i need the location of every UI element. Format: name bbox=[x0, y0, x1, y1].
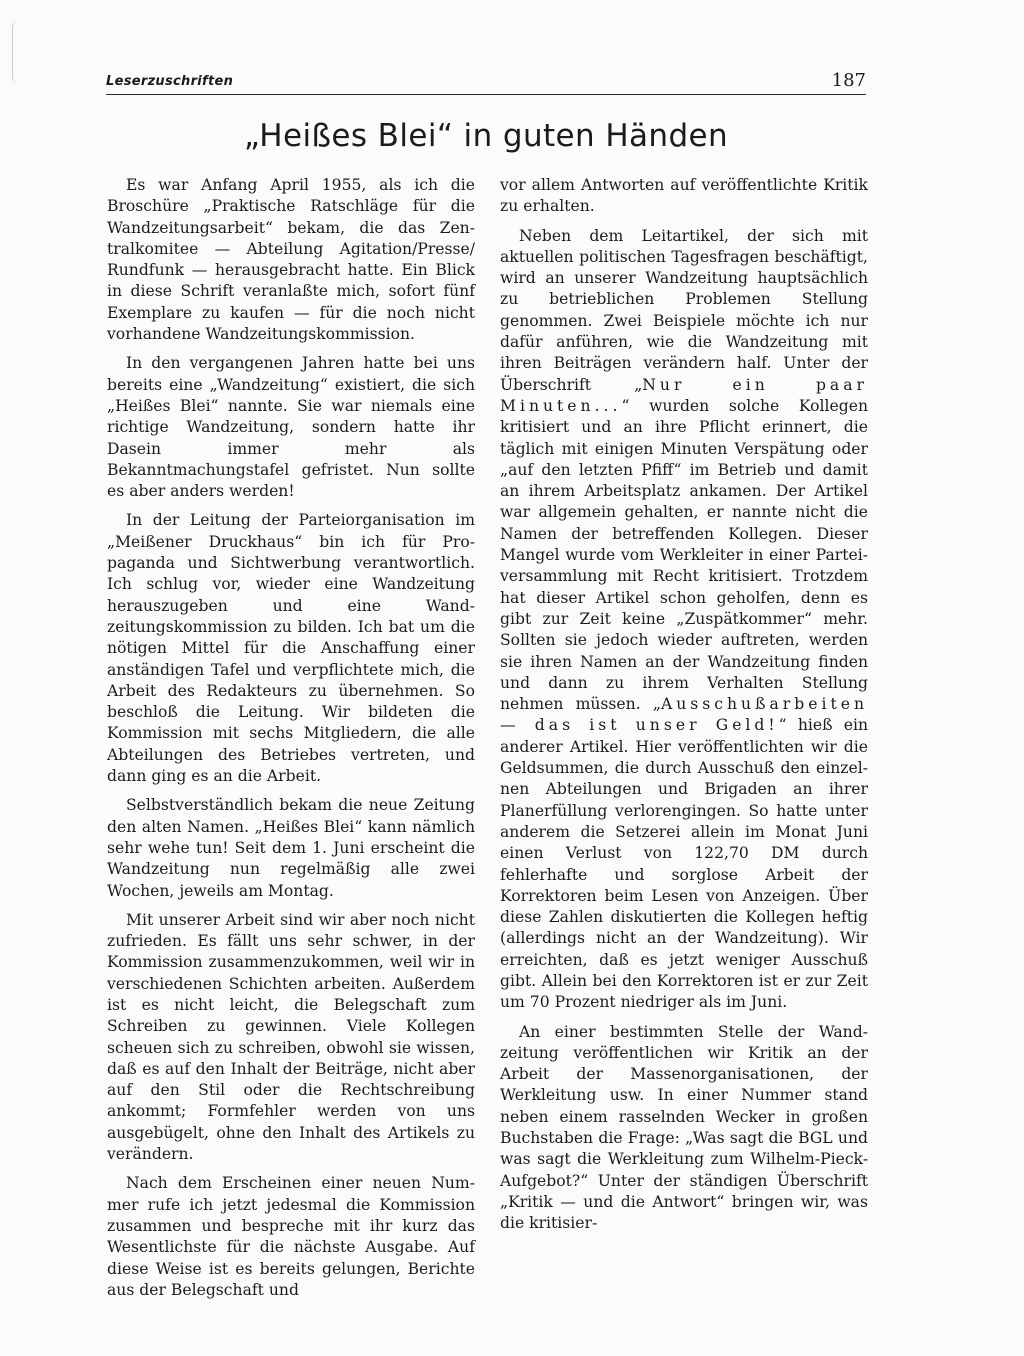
scan-edge-mark bbox=[12, 20, 27, 84]
left-column bbox=[107, 175, 475, 1309]
paragraph: Mit unserer Arbeit sind wir aber noch nicht zufrieden. Es fällt uns sehr schwer, in der Kommission zusammenzukommen, weil wir in verschiedenen Schichten arbeiten. Außerdem ist es nicht leicht, die Belegschaft zum Schreiben zu gewinnen. Viele Kollegen scheuen sich zu schreiben, obwohl sie wissen, daß es auf den Inhalt der Beiträge, nicht aber auf den Stil oder die Rechtschreibung ankommt; Formfehler werden von uns ausgebügelt, ohne den Inhalt des Artikels zu verändern. bbox=[107, 910, 475, 1164]
paragraph bbox=[500, 226, 868, 1014]
paragraph: Selbstverständlich bekam die neue Zeitung den alten Namen. „Heißes Blei“ kann nämlich sehr wehe tun! Seit dem 1. Juni erscheint die Wandzeitung nun regelmäßig alle zwei Wochen, jeweils am Montag. bbox=[107, 796, 475, 900]
text-run: “ hieß ein anderer Artikel. Hier veröffentlichten wir die Geldsummen, die durch Ausschuß den einzelnen Abteilungen und Brigaden an ihrer Planerfüllung verlorengingen. So hatte unter anderem die Setzerei allein im Monat Juni einen Verlust von 122,70 DM durch fehlerhafte und sorglose Arbeit der Korrektoren beim Lesen von Anzeigen. Über diese Zahlen diskutierten die Kollegen heftig (allerdings nicht an der Wandzeitung). Wir erreichten, daß es jetzt weniger Ausschuß gibt. Allein bei den Korrektoren ist er zur Zeit um 70 Prozent niedriger als im Juni. bbox=[500, 716, 868, 1012]
paragraph: Es war Anfang April 1955, als ich die Broschüre „Praktische Ratschläge für die Wandzeitungsarbeit“ bekam, die das Zentralkomitee — Abteilung Agitation/Presse/ Rundfunk — herausgebracht hatte. Ein Blick in diese Schrift veranlaßte mich, sofort fünf Exemplare zu kaufen — für die noch nicht vorhandene Wandzeitungskommission. bbox=[107, 176, 475, 344]
article-title: „Heißes Blei“ in guten Händen bbox=[243, 118, 729, 154]
spaced-headline: Ausschußarbeiten — das ist unser Geld! bbox=[500, 695, 868, 735]
page-number: 187 bbox=[831, 70, 866, 91]
spaced-headline: Nur ein paar Minuten... bbox=[500, 375, 868, 415]
paragraph: In der Leitung der Parteiorganisation im „Meißener Druckhaus“ bin ich für Propaganda und Sichtwerbung verantwortlich. Ich schlug vor, wieder eine Wandzeitung herauszugeben und eine Wandzeitungskommission zu bilden. Ich bat um die nötigen Mittel für die Anschaffung einer anständigen Tafel und verpflichtete mich, die Arbeit des Redakteurs zu übernehmen. So beschloß die Leitung. Wir bildeten die Kommission mit sechs Mitgliedern, die alle Abteilungen des Betriebes vertreten, und dann ging es an die Arbeit. bbox=[107, 511, 475, 786]
text-run: Neben dem Leitartikel, der sich mit aktuellen politischen Tagesfragen beschäftigt, wird an unserer Wandzeitung hauptsächlich zu betrieblichen Problemen Stellung genommen. Zwei Beispiele möchte ich nur dafür anführen, wie die Wandzeitung mit ihren Beiträgen verändern half. Unter der Überschrift „ bbox=[500, 226, 868, 394]
paragraph: In den vergangenen Jahren hatte bei uns bereits eine „Wandzeitung“ existiert, die sich „Heißes Blei“ nannte. Sie war niemals eine richtige Wandzeitung, sondern hatte ihr Dasein immer mehr als Bekanntmachungstafel gefristet. Nun sollte es aber anders werden! bbox=[107, 354, 475, 501]
right-column bbox=[500, 175, 868, 1243]
running-header bbox=[106, 72, 866, 95]
section-label: Leserzuschriften bbox=[106, 74, 234, 89]
text-run: “ wurden solche Kollegen kritisiert und an ihre Pflicht erinnert, die täglich mit einigen Minuten Verspätung oder „auf den letzten Pfiff“ im Betrieb und damit an ihrem Arbeitsplatz ankamen. Der Artikel war allgemein gehalten, er nannte nicht die Namen der betreffenden Kollegen. Dieser Mangel wurde vom Werkleiter in einer Parteiversammlung mit Recht kritisiert. Trotzdem hat dieser Artikel schon geholfen, denn es gibt zur Zeit keine „Zuspätkommer“ mehr. Sollten sie jedoch wieder auftreten, werden sie ihren Namen an der Wandzeitung finden und dann zu ihrem Verhalten Stellung nehmen müssen. „ bbox=[500, 396, 868, 714]
paragraph: An einer bestimmten Stelle der Wandzeitung veröffentlichen wir Kritik an der Arbeit der Massenorganisationen, der Werkleitung usw. In einer Nummer stand neben einem rasselnden Wecker in großen Buchstaben die Frage: „Was sagt die BGL und was sagt die Werkleitung zum Wilhelm-Pieck-Aufgebot?“ Unter der ständigen Überschrift „Kritik — und die Antwort“ bringen wir, was die kritisier- bbox=[500, 1022, 868, 1233]
paragraph-continuation: vor allem Antworten auf veröffentlichte Kritik zu erhalten. bbox=[500, 176, 868, 216]
paragraph: Nach dem Erscheinen einer neuen Nummer rufe ich jetzt jedesmal die Kommission zusammen und bespreche mit ihr kurz das Wesentlichste für die nächste Ausgabe. Auf diese Weise ist es bereits gelungen, Berichte aus der Belegschaft und bbox=[107, 1174, 475, 1299]
